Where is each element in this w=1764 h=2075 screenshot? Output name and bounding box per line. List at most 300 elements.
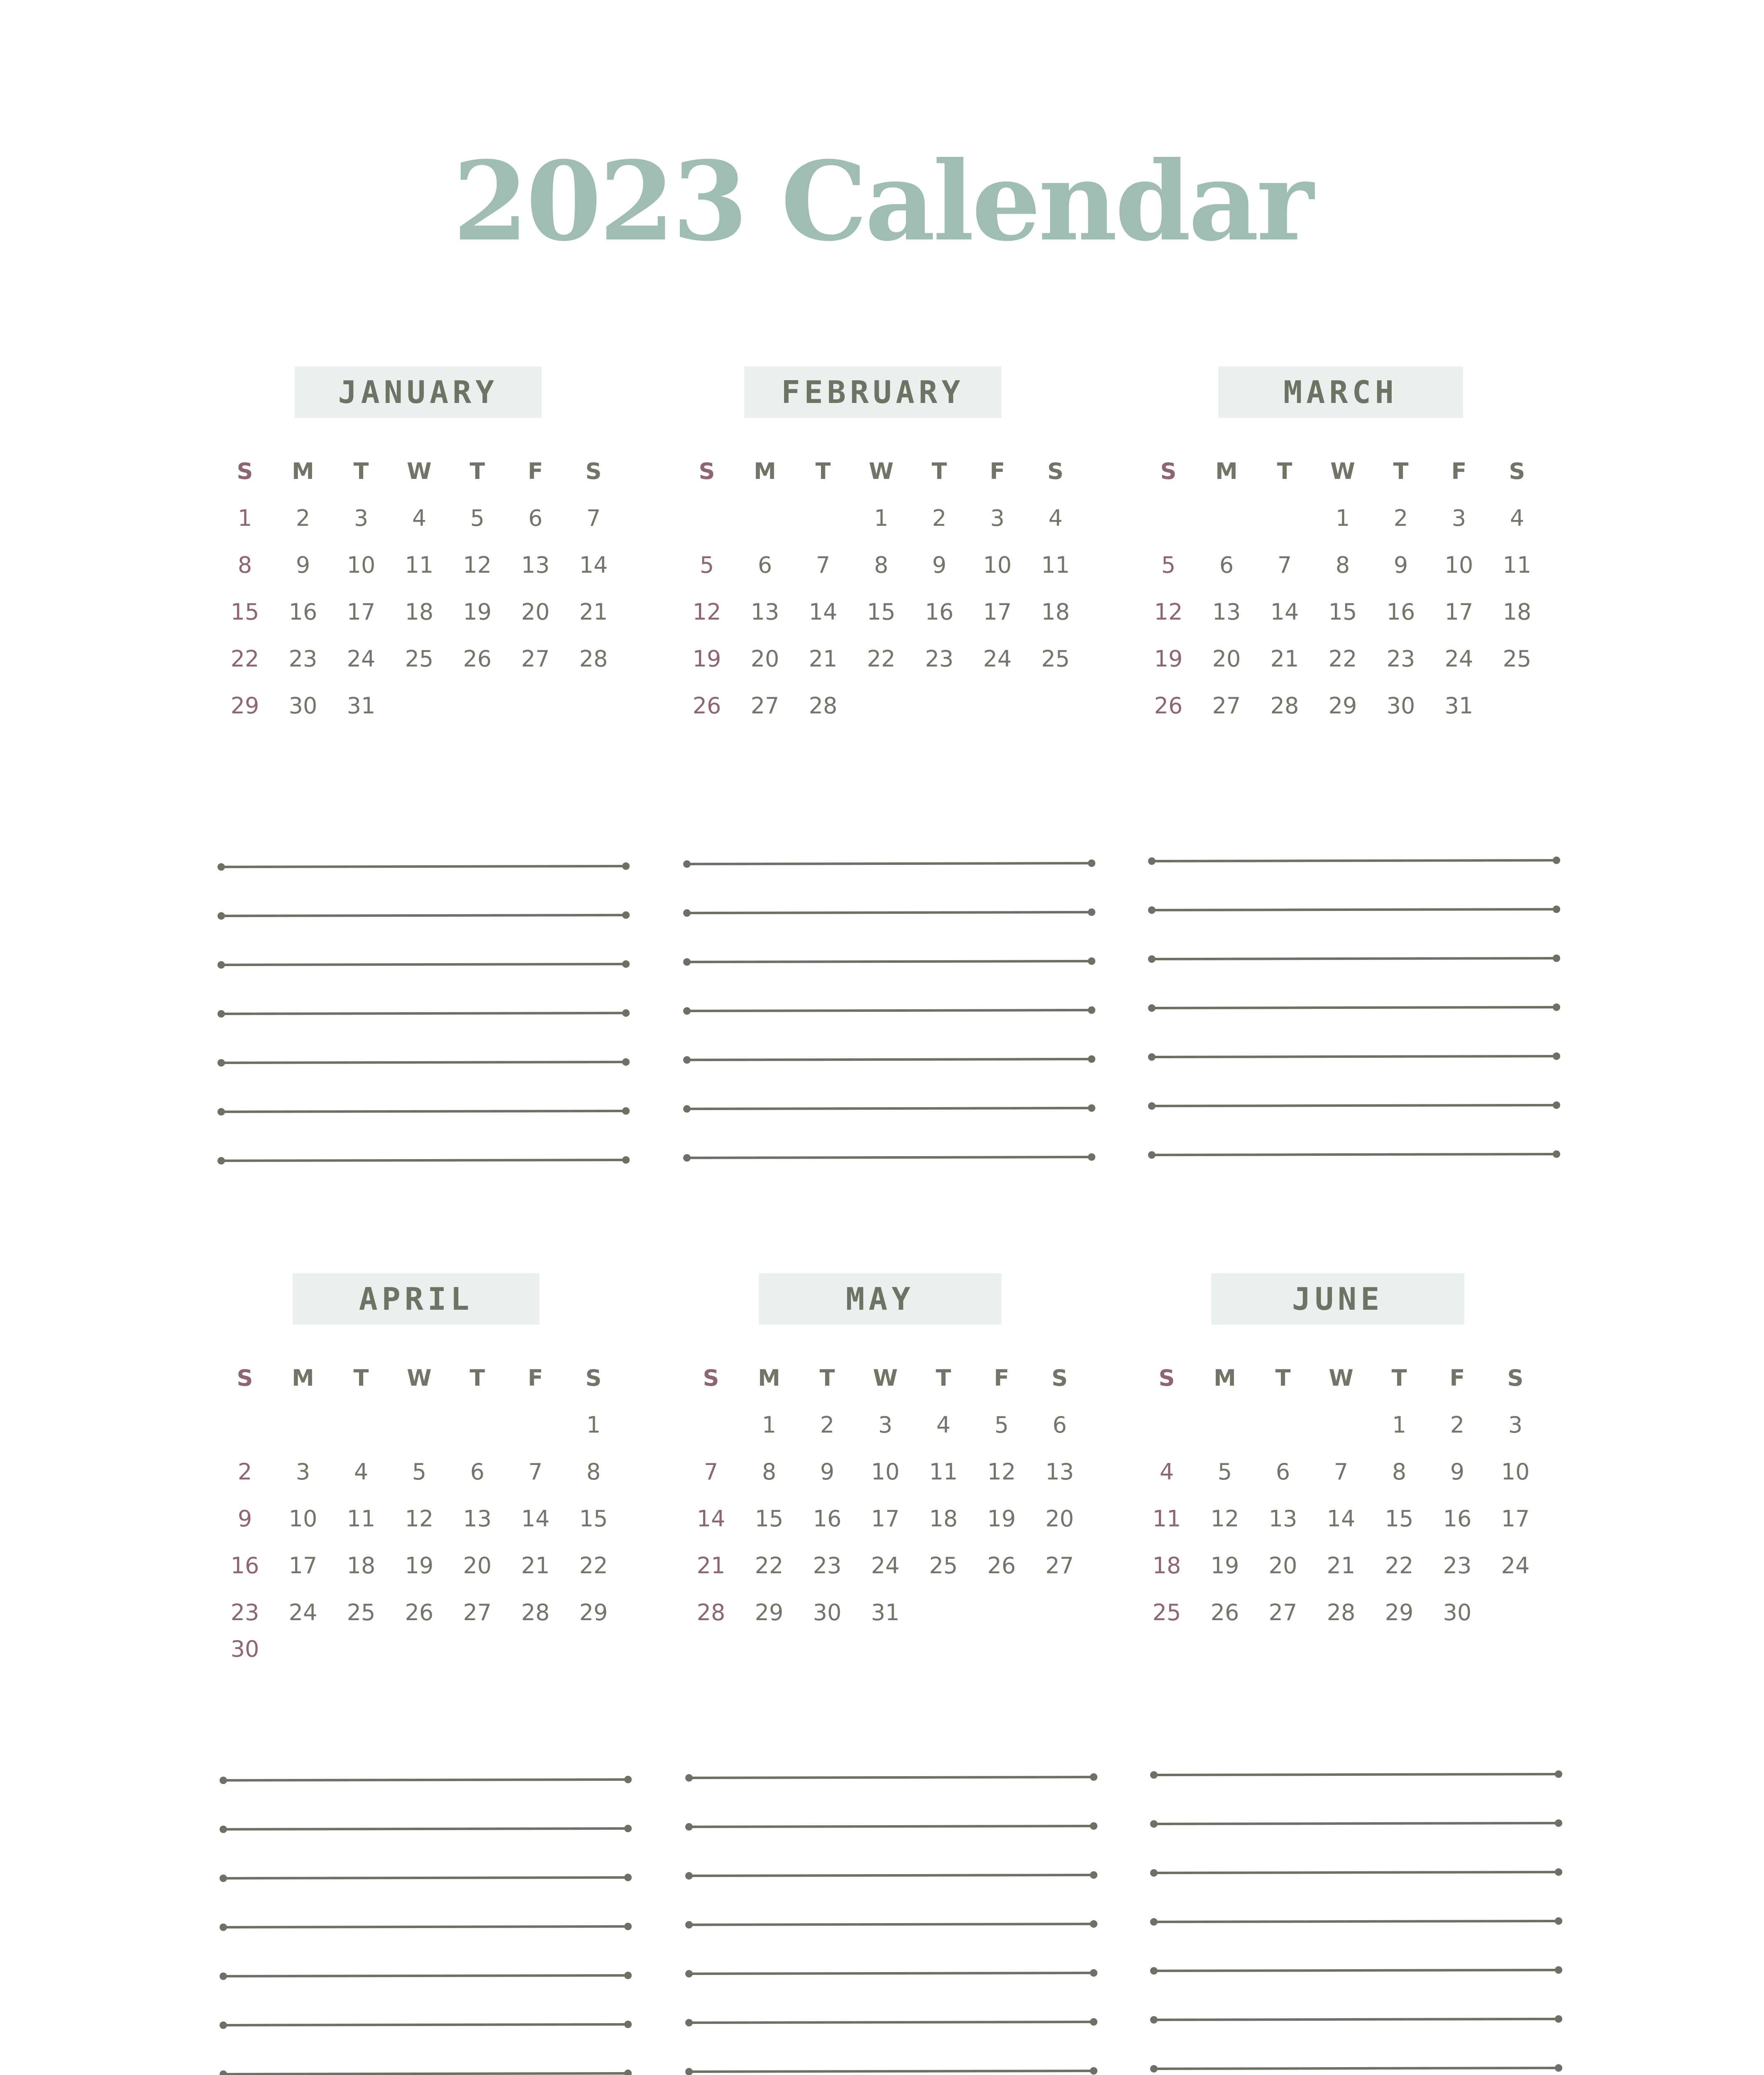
weekday-label: S (585, 458, 602, 484)
day-cell: 31 (347, 693, 376, 719)
day-cell: 27 (521, 646, 550, 672)
line-end-dot (624, 1874, 632, 1881)
line-end-dot (622, 1107, 630, 1115)
line-end-dot (217, 863, 225, 871)
day-cell: 9 (820, 1459, 835, 1485)
day-cell: 9 (237, 1506, 252, 1532)
weekday-label: M (292, 1365, 314, 1391)
line-end-dot (624, 1972, 632, 1979)
empty-day (390, 1401, 448, 1448)
empty-day (506, 1401, 564, 1448)
notes-line (1154, 1921, 1559, 1922)
notes-lines-march (1152, 856, 1556, 1158)
line-end-dot (1553, 857, 1560, 864)
day-cell: 6 (1219, 552, 1234, 578)
weekday-label: T (931, 458, 947, 484)
day-cell: 5 (1217, 1459, 1232, 1485)
weekday-label: T (819, 1365, 835, 1391)
weekday-label: S (237, 1365, 253, 1391)
day-cell: 20 (750, 646, 779, 672)
weekday-label: F (990, 458, 1005, 484)
day-cell: 27 (1045, 1553, 1074, 1579)
line-end-dot (220, 2070, 227, 2075)
day-cell: 27 (463, 1599, 492, 1626)
line-end-dot (1150, 1869, 1158, 1877)
line-end-dot (1090, 1969, 1097, 1977)
line-end-dot (622, 1058, 630, 1066)
notes-line (1154, 1774, 1559, 1775)
day-cell: 22 (579, 1553, 608, 1579)
notes-line (1152, 958, 1556, 959)
line-end-dot (683, 1056, 691, 1064)
line-end-dot (1150, 1771, 1158, 1779)
notes-line (1152, 1056, 1556, 1057)
empty-day (1138, 1401, 1196, 1448)
month-name: FEBRUARY (744, 366, 1002, 418)
notes-line (687, 1157, 1092, 1158)
day-cell: 12 (987, 1459, 1016, 1485)
day-cell: 4 (1048, 505, 1063, 531)
weekday-label: T (936, 1365, 951, 1391)
day-cell: 24 (288, 1599, 318, 1626)
day-cell: 18 (929, 1506, 958, 1532)
line-end-dot (1553, 1003, 1560, 1011)
day-cell: 8 (237, 552, 252, 578)
day-cell: 21 (1327, 1553, 1356, 1579)
line-end-dot (217, 1010, 225, 1018)
day-cell: 5 (470, 505, 485, 531)
line-end-dot (1088, 1153, 1095, 1161)
day-cell: 6 (528, 505, 543, 531)
line-end-dot (685, 1774, 693, 1782)
day-cell: 6 (1275, 1459, 1290, 1485)
line-end-dot (683, 1154, 691, 1162)
day-cell: 16 (1443, 1506, 1472, 1532)
line-end-dot (1555, 1770, 1562, 1778)
day-cell: 12 (1154, 599, 1183, 625)
day-cell: 4 (1510, 505, 1525, 531)
day-cell: 22 (230, 646, 259, 672)
notes-line (221, 1111, 626, 1112)
notes-line (1152, 860, 1556, 861)
notes-lines-february (687, 859, 1092, 1161)
line-end-dot (1553, 1052, 1560, 1060)
day-cell: 16 (1386, 599, 1415, 625)
line-end-dot (1088, 1055, 1095, 1063)
day-cell: 13 (1268, 1506, 1297, 1532)
notes-line (1154, 1970, 1559, 1971)
notes-line (687, 912, 1092, 913)
day-cell: 17 (983, 599, 1012, 625)
line-end-dot (1150, 2016, 1158, 2024)
day-cell: 13 (1212, 599, 1241, 625)
empty-day (216, 1401, 274, 1448)
day-cell: 3 (1451, 505, 1466, 531)
day-cell: 15 (579, 1506, 608, 1532)
day-cell: 28 (579, 646, 608, 672)
line-end-dot (1148, 1053, 1156, 1061)
day-cell: 18 (1041, 599, 1070, 625)
weekday-label: W (869, 458, 894, 484)
weekday-label: S (1507, 1365, 1524, 1391)
day-cell: 13 (1045, 1459, 1074, 1485)
month-grid (682, 1355, 1155, 1636)
day-cell: 15 (1385, 1506, 1414, 1532)
notes-line (689, 2022, 1094, 2023)
notes-line (689, 1924, 1094, 1925)
day-cell: 17 (871, 1506, 900, 1532)
notes-line (221, 964, 626, 965)
line-end-dot (1090, 1773, 1097, 1781)
day-cell: 21 (696, 1553, 726, 1579)
line-end-dot (1150, 1918, 1158, 1926)
line-end-dot (1148, 1102, 1156, 1110)
day-cell: 13 (521, 552, 550, 578)
day-cell: 11 (929, 1459, 958, 1485)
line-end-dot (1148, 955, 1156, 963)
day-cell: 3 (296, 1459, 310, 1485)
day-cell: 23 (230, 1599, 259, 1626)
notes-line (687, 961, 1092, 962)
notes-line (1154, 1872, 1559, 1873)
weekday-label: M (292, 458, 314, 484)
day-cell: 2 (932, 505, 947, 531)
day-cell: 16 (925, 599, 954, 625)
day-cell: 19 (1210, 1553, 1239, 1579)
day-cell: 13 (750, 599, 779, 625)
notes-line (223, 1828, 628, 1829)
day-cell: 7 (816, 552, 831, 578)
day-cell: 29 (1328, 693, 1357, 719)
empty-day (1312, 1401, 1370, 1448)
weekday-label: T (353, 1365, 369, 1391)
day-cell: 30 (288, 693, 318, 719)
line-end-dot (220, 1924, 227, 1931)
day-cell: 30 (1386, 693, 1415, 719)
line-end-dot (1150, 1820, 1158, 1828)
month-grid (216, 448, 689, 729)
line-end-dot (622, 960, 630, 968)
line-end-dot (622, 911, 630, 919)
day-cell: 2 (296, 505, 310, 531)
day-cell: 19 (405, 1553, 434, 1579)
weekday-label: T (1393, 458, 1409, 484)
notes-line (221, 866, 626, 867)
day-cell: 2 (1450, 1412, 1465, 1438)
line-end-dot (683, 958, 691, 966)
day-cell: 30 (230, 1636, 259, 1662)
day-cell: 21 (809, 646, 838, 672)
line-end-dot (622, 862, 630, 870)
day-cell: 14 (1327, 1506, 1356, 1532)
day-cell: 18 (405, 599, 434, 625)
notes-line (687, 1108, 1092, 1109)
day-cell: 6 (1052, 1412, 1067, 1438)
line-end-dot (624, 2021, 632, 2028)
line-end-dot (1553, 1101, 1560, 1109)
line-end-dot (1555, 1819, 1562, 1827)
weekday-label: M (758, 1365, 780, 1391)
month-february (678, 366, 1151, 781)
day-cell: 29 (230, 693, 259, 719)
line-end-dot (685, 1970, 693, 1977)
page-title: 2023 Calendar (452, 137, 1312, 265)
weekday-label: S (703, 1365, 719, 1391)
weekday-label: W (873, 1365, 898, 1391)
day-cell: 11 (405, 552, 434, 578)
day-cell: 6 (757, 552, 772, 578)
weekday-label: F (1451, 458, 1467, 484)
day-cell: 1 (762, 1412, 777, 1438)
weekday-label: S (1160, 458, 1177, 484)
day-cell: 21 (521, 1553, 550, 1579)
notes-line (1152, 1105, 1556, 1106)
day-cell: 15 (867, 599, 896, 625)
empty-day (274, 1401, 332, 1448)
weekday-label: T (1277, 458, 1292, 484)
day-cell: 1 (1392, 1412, 1407, 1438)
weekday-label: F (528, 458, 543, 484)
day-cell: 3 (1508, 1412, 1523, 1438)
line-end-dot (1555, 2015, 1562, 2023)
weekday-label: F (528, 1365, 543, 1391)
notes-lines-june (1154, 1770, 1559, 2072)
day-cell: 10 (1444, 552, 1473, 578)
notes-line (689, 1826, 1094, 1827)
weekday-label: T (1275, 1365, 1291, 1391)
line-end-dot (220, 1972, 227, 1980)
month-grid (678, 448, 1151, 729)
empty-day (1197, 495, 1256, 542)
line-end-dot (685, 1823, 693, 1831)
day-cell: 9 (932, 552, 947, 578)
day-cell: 25 (347, 1599, 376, 1626)
day-cell: 11 (1503, 552, 1532, 578)
line-end-dot (1090, 1920, 1097, 1928)
day-cell: 25 (929, 1553, 958, 1579)
weekday-label: M (1215, 458, 1238, 484)
day-cell: 20 (1045, 1506, 1074, 1532)
notes-lines-may (689, 1773, 1094, 2075)
weekday-label: T (353, 458, 369, 484)
day-cell: 5 (412, 1459, 427, 1485)
weekday-label: S (237, 458, 253, 484)
notes-line (223, 2024, 628, 2025)
day-cell: 12 (405, 1506, 434, 1532)
day-cell: 9 (296, 552, 310, 578)
day-cell: 4 (1159, 1459, 1174, 1485)
empty-day (1254, 1401, 1312, 1448)
notes-line (1152, 909, 1556, 910)
day-cell: 26 (463, 646, 492, 672)
day-cell: 9 (1450, 1459, 1465, 1485)
line-end-dot (1555, 1966, 1562, 1974)
day-cell: 1 (874, 505, 889, 531)
line-end-dot (1555, 1868, 1562, 1876)
day-cell: 11 (1041, 552, 1070, 578)
day-cell: 21 (1270, 646, 1299, 672)
weekday-label: S (585, 1365, 602, 1391)
line-end-dot (685, 1872, 693, 1880)
day-cell: 4 (354, 1459, 369, 1485)
line-end-dot (1553, 954, 1560, 962)
notes-line (687, 1059, 1092, 1060)
month-april (216, 1273, 689, 1688)
day-cell: 24 (347, 646, 376, 672)
day-cell: 28 (696, 1599, 726, 1626)
day-cell: 10 (347, 552, 376, 578)
day-cell: 1 (237, 505, 252, 531)
day-cell: 1 (586, 1412, 601, 1438)
day-cell: 20 (521, 599, 550, 625)
empty-day (1139, 495, 1197, 542)
day-cell: 3 (990, 505, 1005, 531)
day-cell: 13 (463, 1506, 492, 1532)
day-cell: 17 (1501, 1506, 1530, 1532)
month-grid (216, 1355, 689, 1636)
day-cell: 14 (809, 599, 838, 625)
day-cell: 25 (1152, 1599, 1181, 1626)
weekday-label: F (994, 1365, 1009, 1391)
day-cell: 8 (1335, 552, 1350, 578)
day-cell: 22 (867, 646, 896, 672)
day-cell: 25 (1503, 646, 1532, 672)
day-cell: 14 (696, 1506, 726, 1532)
line-end-dot (220, 2021, 227, 2029)
month-grid (1138, 1355, 1611, 1636)
notes-line (1154, 2068, 1559, 2069)
line-end-dot (1088, 957, 1095, 965)
line-end-dot (1553, 1150, 1560, 1158)
day-cell: 23 (288, 646, 318, 672)
day-cell: 4 (412, 505, 427, 531)
line-end-dot (1150, 2065, 1158, 2073)
day-cell: 19 (463, 599, 492, 625)
line-end-dot (1148, 1151, 1156, 1159)
notes-line (221, 1013, 626, 1014)
weekday-label: T (469, 1365, 485, 1391)
notes-line (223, 1877, 628, 1878)
day-cell: 2 (820, 1412, 835, 1438)
line-end-dot (685, 1921, 693, 1929)
empty-day (678, 495, 736, 542)
notes-line (687, 863, 1092, 864)
day-cell: 16 (813, 1506, 842, 1532)
empty-day (332, 1401, 390, 1448)
month-name: APRIL (293, 1273, 540, 1325)
weekday-label: W (407, 1365, 432, 1391)
weekday-label: T (1391, 1365, 1407, 1391)
empty-day (1256, 495, 1314, 542)
weekday-label: S (1051, 1365, 1068, 1391)
day-cell: 17 (288, 1553, 318, 1579)
day-cell: 19 (692, 646, 721, 672)
month-may (682, 1273, 1155, 1688)
line-end-dot (1553, 906, 1560, 913)
line-end-dot (220, 1875, 227, 1882)
line-end-dot (1148, 1004, 1156, 1012)
day-cell: 19 (987, 1506, 1016, 1532)
line-end-dot (217, 1108, 225, 1116)
day-cell: 28 (521, 1599, 550, 1626)
day-cell: 25 (1041, 646, 1070, 672)
line-end-dot (1148, 906, 1156, 914)
day-cell: 4 (936, 1412, 951, 1438)
month-march (1139, 366, 1613, 781)
month-name: MARCH (1218, 366, 1463, 418)
line-end-dot (683, 1007, 691, 1015)
month-grid (1139, 448, 1613, 729)
day-cell: 2 (237, 1459, 252, 1485)
day-cell: 19 (1154, 646, 1183, 672)
notes-lines-april (223, 1775, 628, 2075)
weekday-label: F (1449, 1365, 1465, 1391)
day-cell: 26 (987, 1553, 1016, 1579)
day-cell: 12 (463, 552, 492, 578)
empty-day (1196, 1401, 1254, 1448)
empty-day (448, 1401, 506, 1448)
weekday-label: S (1158, 1365, 1175, 1391)
notes-line (223, 2073, 628, 2074)
day-cell: 30 (813, 1599, 842, 1626)
day-cell: 27 (1268, 1599, 1297, 1626)
day-cell: 8 (586, 1459, 601, 1485)
day-cell: 14 (521, 1506, 550, 1532)
weekday-label: M (754, 458, 776, 484)
line-end-dot (622, 1156, 630, 1164)
line-end-dot (1555, 2064, 1562, 2072)
line-end-dot (685, 2068, 693, 2075)
day-cell: 10 (1501, 1459, 1530, 1485)
day-cell: 23 (1386, 646, 1415, 672)
day-cell: 9 (1393, 552, 1408, 578)
day-cell: 2 (1393, 505, 1408, 531)
day-cell: 20 (463, 1553, 492, 1579)
notes-line (687, 1010, 1092, 1011)
line-end-dot (220, 1777, 227, 1784)
weekday-label: W (1330, 458, 1355, 484)
line-end-dot (1090, 1871, 1097, 1879)
day-cell: 21 (579, 599, 608, 625)
line-end-dot (217, 912, 225, 920)
day-cell: 12 (692, 599, 721, 625)
weekday-label: S (1509, 458, 1525, 484)
month-name: MAY (759, 1273, 1002, 1325)
day-cell: 15 (755, 1506, 784, 1532)
line-end-dot (1088, 908, 1095, 916)
line-end-dot (683, 860, 691, 868)
day-cell: 26 (405, 1599, 434, 1626)
day-cell: 26 (1210, 1599, 1239, 1626)
day-cell: 18 (347, 1553, 376, 1579)
day-cell: 24 (1444, 646, 1473, 672)
notes-lines-january (221, 862, 626, 1164)
day-cell: 10 (871, 1459, 900, 1485)
line-end-dot (685, 2019, 693, 2026)
line-end-dot (1088, 1104, 1095, 1112)
day-cell: 10 (983, 552, 1012, 578)
empty-day (736, 495, 794, 542)
day-cell: 30 (1443, 1599, 1472, 1626)
day-cell: 16 (230, 1553, 259, 1579)
day-cell: 29 (755, 1599, 784, 1626)
day-cell: 15 (230, 599, 259, 625)
day-cell: 24 (871, 1553, 900, 1579)
line-end-dot (1090, 1822, 1097, 1830)
day-cell: 17 (1444, 599, 1473, 625)
day-cell: 5 (1161, 552, 1176, 578)
empty-day (794, 495, 852, 542)
